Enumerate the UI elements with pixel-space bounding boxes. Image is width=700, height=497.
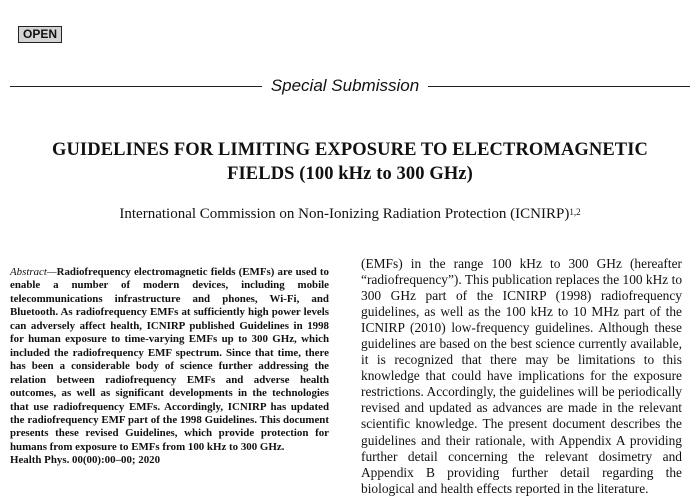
paper-title (20, 138, 680, 186)
body-paragraph: (EMFs) in the range 100 kHz to 300 GHz (hereafter “radiofrequency”). This publication replaces the 100 kHz to 300 GHz part of the ICNIRP (1998) radiofrequency guidelines, as well as the 100 kHz to 10 MHz part of the ICNIRP (2010) low-frequency guidelines. Although these guidelines are based on the best science currently available, it is recognized that there may be limitations to this knowledge that could have implications for the exposure restrictions. Accordingly, the guidelines will be periodically revised and updated as advances are made in the relevant scientific knowledge. The present document describes the guidelines and their rationale, with Appendix A providing further detail concerning the relevant dosimetry and Appendix B providing further detail regarding the biological and health effects reported in the literature. (361, 256, 683, 496)
abstract-block (10, 266, 329, 468)
abstract-label: Abstract (10, 266, 47, 278)
abstract-text: Radiofrequency electromagnetic fields (EMFs) are used to enable a number of modern devices, including mobile telecommunications infrastructure and phones, Wi-Fi, and Bluetooth. As radiofrequency EMFs at sufficiently high power levels can adversely affect health, ICNIRP published Guidelines in 1998 for human exposure to time-varying EMFs up to 300 GHz, which included the radiofrequency EMF spectrum. Since that time, there has been a considerable body of science further addressing the relation between radiofrequency EMFs and adverse health outcomes, as well as significant developments in the technologies that use radiofrequency EMFs. Accordingly, ICNIRP has updated the radiofrequency EMF part of the 1998 Guidelines. This document presents these revised Guidelines, which provide protection for humans from exposure to EMFs from 100 kHz to 300 GHz. (10, 266, 329, 453)
section-label: Special Submission (270, 76, 420, 95)
abstract-dash: — (46, 266, 57, 278)
section-rule-right (428, 86, 690, 87)
abstract-citation: Health Phys. 00(00):00–00; 2020 (10, 454, 161, 467)
section-rule-left (10, 86, 262, 87)
author-affiliation-marks: 1,2 (569, 207, 581, 217)
paper-title-line-1: GUIDELINES FOR LIMITING EXPOSURE TO ELECTROMAGNETIC (51, 140, 648, 160)
open-access-badge: OPEN (18, 26, 62, 43)
author-name: International Commission on Non-Ionizing Radiation Protection (ICNIRP) (119, 206, 570, 222)
author-line (20, 205, 680, 223)
paper-title-line-2: FIELDS (100 kHz to 300 GHz) (227, 164, 473, 184)
